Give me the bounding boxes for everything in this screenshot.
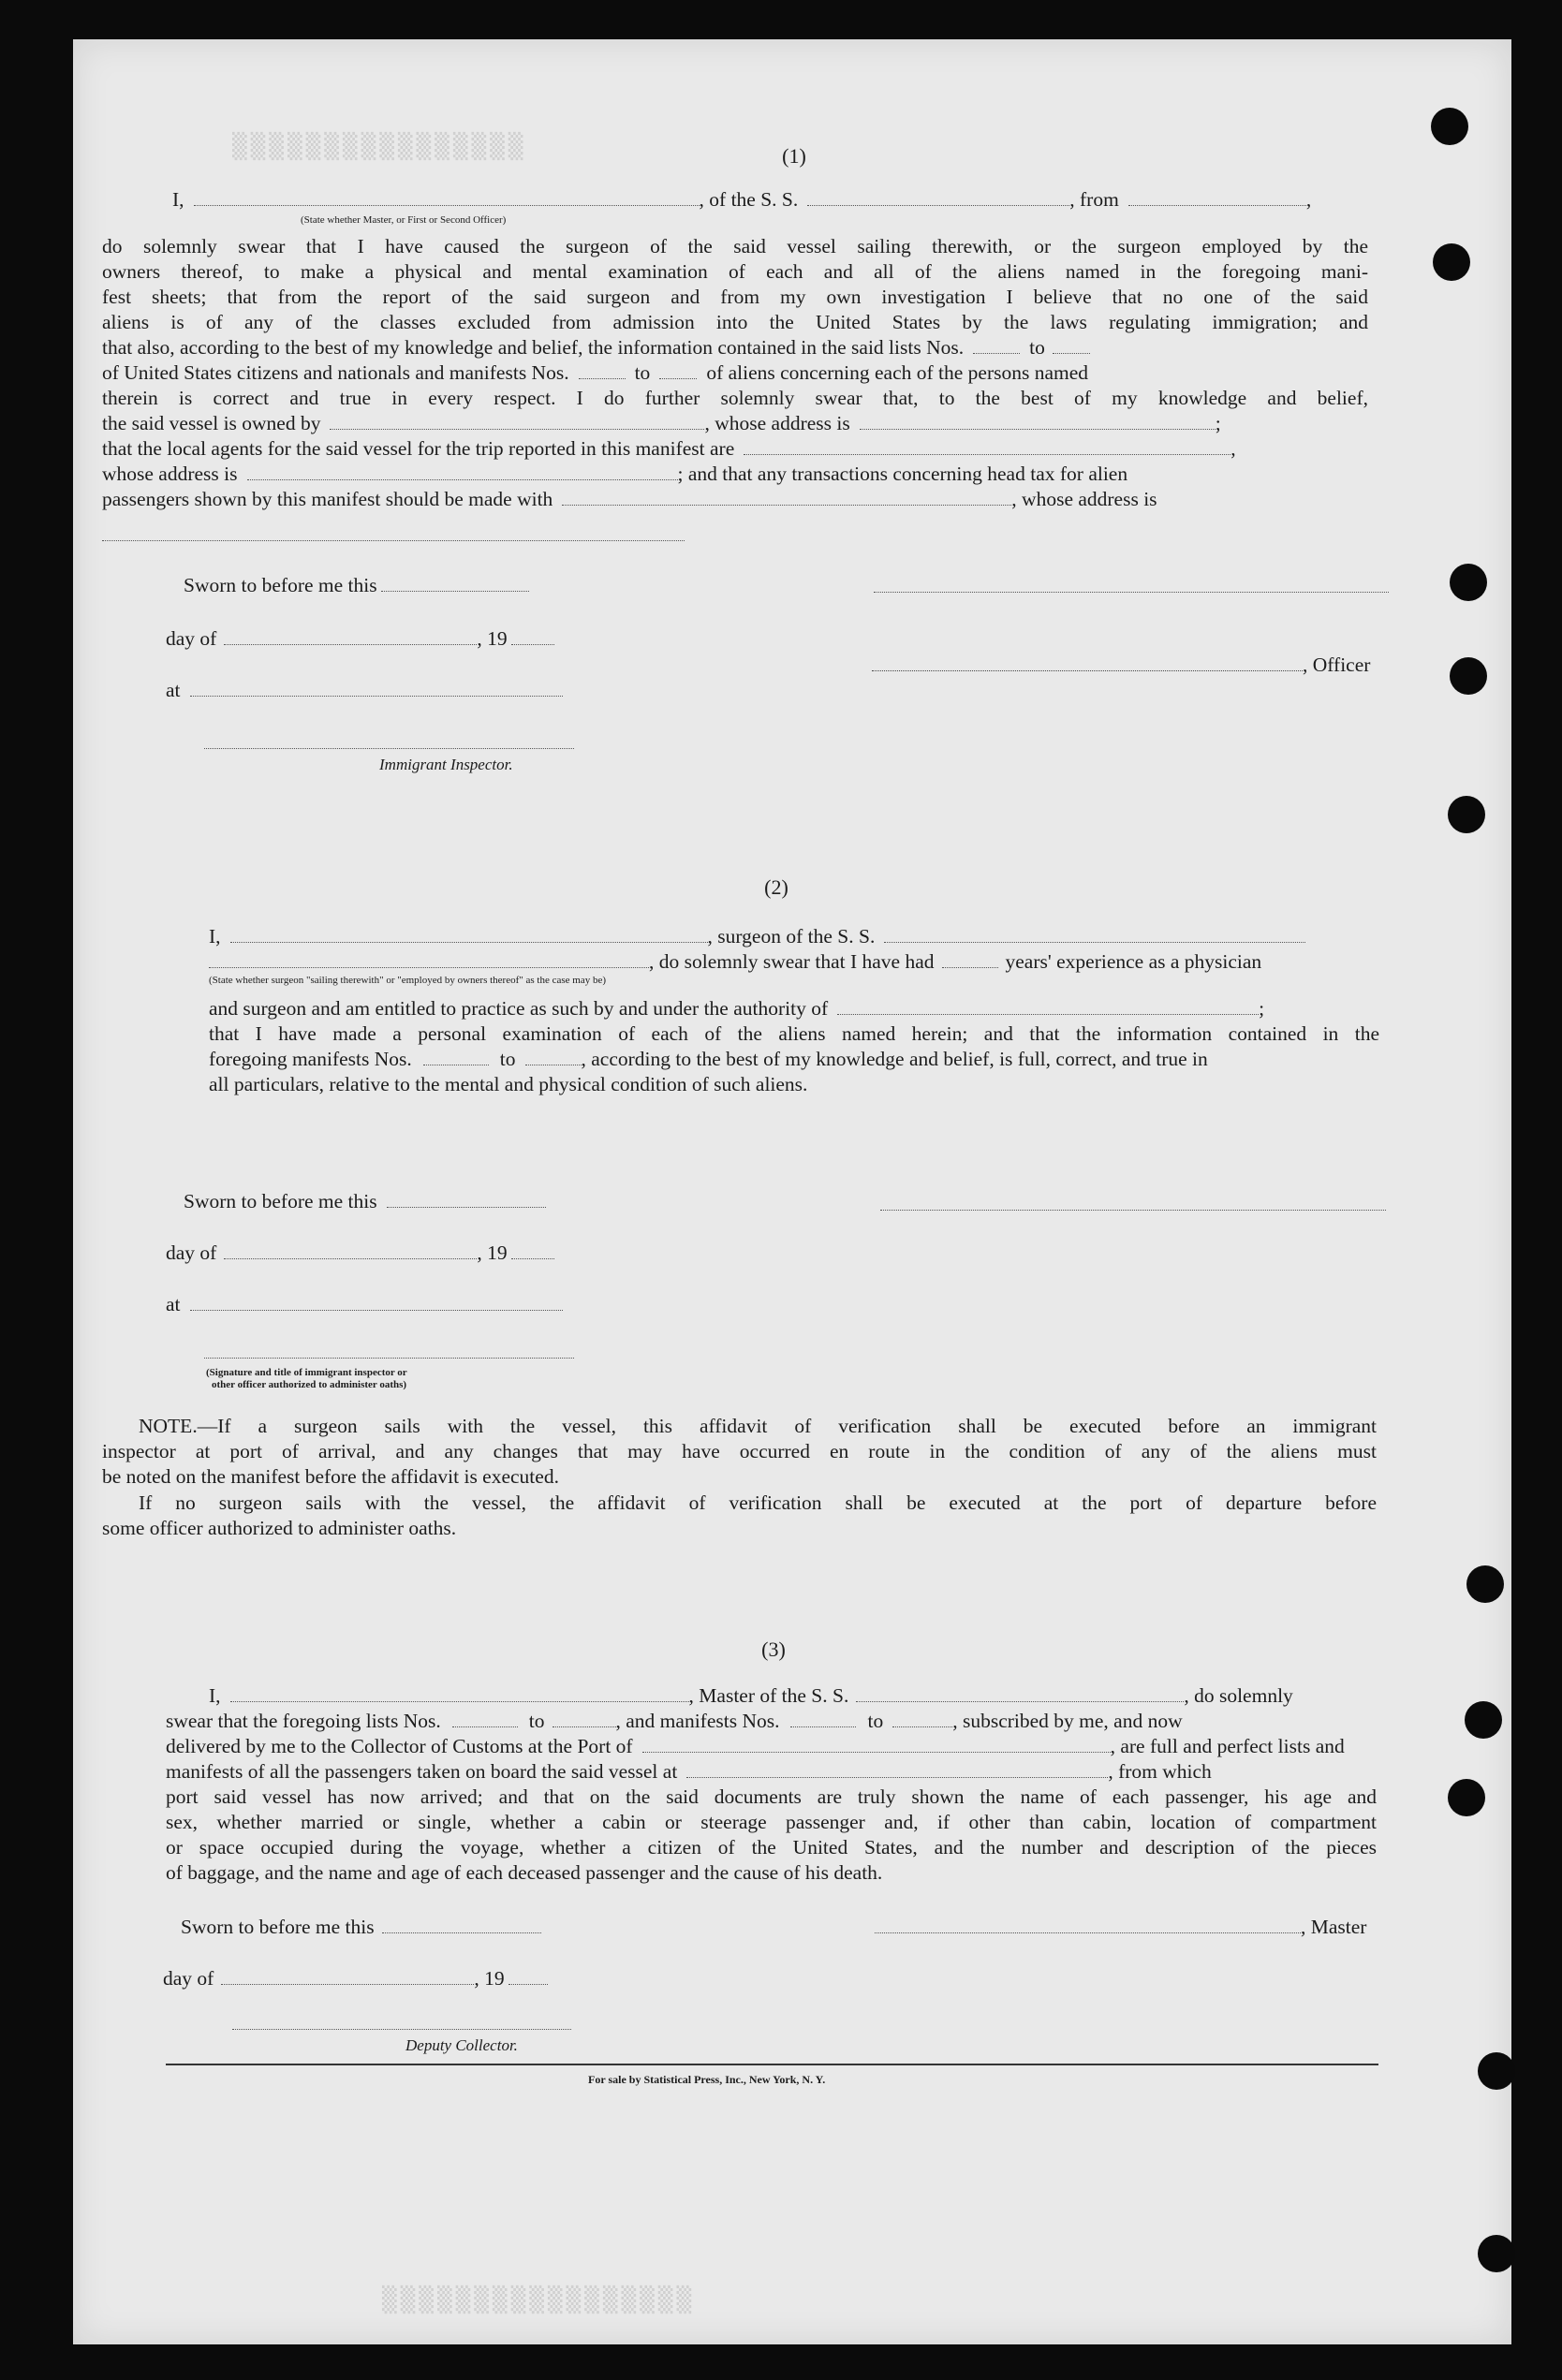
punch-hole xyxy=(1433,243,1470,281)
signature-caption: Immigrant Inspector. xyxy=(379,756,513,773)
section-number: (3) xyxy=(761,1638,786,1661)
section-number: (1) xyxy=(782,144,806,168)
punch-hole xyxy=(1466,1565,1504,1603)
oath-line: swear that the foregoing lists Nos. to , and manifests Nos. to , subscribed by me, and now xyxy=(166,1710,1183,1732)
oath-line: manifests of all the passengers taken on board the said vessel at , from which xyxy=(166,1760,1212,1783)
field-caption: (State whether Master, or First or Second Officer) xyxy=(301,214,507,226)
oath-line: whose address is ; and that any transactions concerning head tax for alien xyxy=(102,463,1128,485)
oath-line: port said vessel has now arrived; and that on the said documents are truly shown the name of each passenger, his age and xyxy=(166,1785,1377,1808)
field-caption: (State whether surgeon "sailing therewith" or "employed by owners thereof" as the case may be) xyxy=(209,975,607,986)
oath-line: do solemnly swear that I have caused the surgeon of the said vessel sailing therewith, or the surgeon employed by the xyxy=(102,235,1368,257)
oath-line: therein is correct and true in every respect. I do further solemnly swear that, to the best of my knowledge and belief, xyxy=(102,387,1368,409)
punch-hole xyxy=(1465,1701,1502,1739)
date-label: day of , 19 xyxy=(163,1966,548,1991)
master-line: , Master xyxy=(875,1915,1366,1940)
oath-line: that also, according to the best of my knowledge and belief, the information contained in the said lists Nos. to xyxy=(102,335,1090,360)
printer-imprint: For sale by Statistical Press, Inc., New York, N. Y. xyxy=(588,2073,826,2086)
punch-hole xyxy=(1448,796,1485,833)
note-line: If no surgeon sails with the vessel, the affidavit of verification shall be executed at the port of departure before xyxy=(139,1491,1377,1514)
bleed-through-marks: ▒▒▒▒▒▒▒▒▒▒▒▒▒▒▒▒ xyxy=(232,133,527,161)
oath-line: , do solemnly swear that I have had years' experience as a physician xyxy=(209,949,1261,975)
oath-line: delivered by me to the Collector of Customs at the Port of , are full and perfect lists and xyxy=(166,1735,1345,1757)
signature-line xyxy=(204,748,574,749)
oath-line: fest sheets; that from the report of the said surgeon and from my own investigation I believe that no one of the said xyxy=(102,286,1368,308)
note-line: some officer authorized to administer oaths. xyxy=(102,1517,457,1539)
signature-line xyxy=(232,2029,571,2030)
punch-hole xyxy=(1448,1779,1485,1816)
signature-line xyxy=(204,1358,574,1359)
sworn-label: Sworn to before me this xyxy=(184,573,529,598)
date-label: day of , 19 xyxy=(166,626,554,652)
oath-line: I, , surgeon of the S. S. xyxy=(209,924,1305,949)
punch-hole xyxy=(1450,657,1487,695)
footer-rule xyxy=(166,2064,1378,2065)
sworn-label: Sworn to before me this xyxy=(184,1189,546,1214)
oath-line: and surgeon and am entitled to practice as such by and under the authority of ; xyxy=(209,997,1265,1020)
punch-hole xyxy=(1478,2052,1515,2090)
signature-caption: Deputy Collector. xyxy=(405,2036,518,2054)
oath-line: aliens is of any of the classes excluded from admission into the United States by the laws regulating immigration; and xyxy=(102,311,1368,333)
oath-line: or space occupied during the voyage, whether a citizen of the United States, and the number and description of the pieces xyxy=(166,1836,1377,1858)
officer-line: , Officer xyxy=(872,653,1370,678)
punch-hole xyxy=(1478,2235,1515,2272)
oath-line: of baggage, and the name and age of each deceased passenger and the cause of his death. xyxy=(166,1861,883,1884)
oath-line: the said vessel is owned by , whose address is ; xyxy=(102,412,1221,434)
sworn-label: Sworn to before me this xyxy=(181,1915,541,1940)
punch-hole xyxy=(1431,108,1468,145)
oath-line: of United States citizens and nationals and manifests Nos. to of aliens concerning each of the persons named xyxy=(102,361,1089,384)
signature-line xyxy=(880,1210,1386,1211)
oath-line: foregoing manifests Nos. to , according to the best of my knowledge and belief, is full, correct, and true in xyxy=(209,1048,1208,1070)
signature-caption: other officer authorized to administer oaths) xyxy=(212,1379,407,1390)
oath-line: that I have made a personal examination of each of the aliens named herein; and that the information contained in the xyxy=(209,1022,1379,1045)
place-label: at xyxy=(166,1292,563,1317)
date-label: day of , 19 xyxy=(166,1241,554,1266)
oath-line: I, , of the S. S. , from , xyxy=(172,188,1312,211)
oath-line: passengers shown by this manifest should be made with , whose address is xyxy=(102,488,1157,510)
document-page xyxy=(73,39,1511,2344)
note-line: NOTE.—If a surgeon sails with the vessel, this affidavit of verification shall be executed before an immigrant xyxy=(139,1415,1377,1437)
oath-line: that the local agents for the said vessel for the trip reported in this manifest are , xyxy=(102,437,1236,460)
bleed-through-marks: ▒▒▒▒▒▒▒▒▒▒▒▒▒▒▒▒▒ xyxy=(382,2286,696,2314)
note-line: be noted on the manifest before the affidavit is executed. xyxy=(102,1465,559,1488)
note-line: inspector at port of arrival, and any changes that may have occurred en route in the condition of any of the aliens must xyxy=(102,1440,1377,1462)
oath-line: owners thereof, to make a physical and mental examination of each and all of the aliens named in the foregoing mani- xyxy=(102,260,1368,283)
section-number: (2) xyxy=(764,875,788,899)
signature-line xyxy=(874,592,1389,593)
oath-line: I, , Master of the S. S. , do solemnly xyxy=(209,1684,1293,1707)
oath-line: sex, whether married or single, whether a cabin or steerage passenger and, if other than cabin, location of compartment xyxy=(166,1811,1377,1833)
blank-line xyxy=(102,540,685,541)
signature-caption: (Signature and title of immigrant inspector or xyxy=(206,1367,407,1378)
punch-hole xyxy=(1450,564,1487,601)
place-label: at xyxy=(166,678,563,703)
oath-line: all particulars, relative to the mental and physical condition of such aliens. xyxy=(209,1073,808,1095)
